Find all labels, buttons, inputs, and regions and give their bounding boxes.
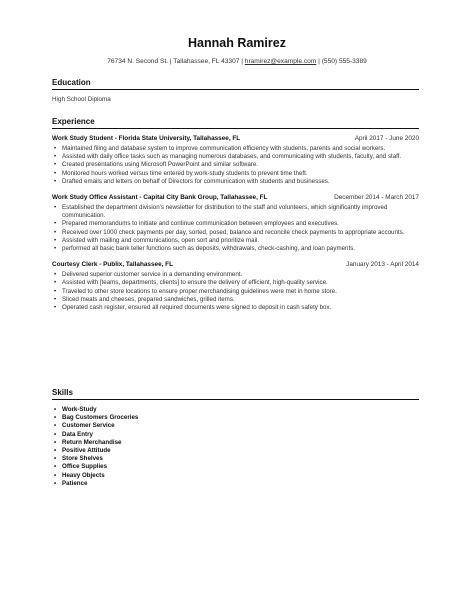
- job-bullet: • Maintained filing and database system to improve communication efficiency with students, parents and social workers.: [62, 145, 419, 153]
- skill-item: • Positive Attitude: [62, 447, 419, 455]
- skill-item: • Store Shelves: [62, 455, 419, 463]
- job-bullets: [52, 145, 419, 186]
- job-header: [52, 135, 419, 142]
- skill-item: • Return Merchandise: [62, 439, 419, 447]
- job-bullet: • Sliced meats and cheeses, prepared sandwiches, grilled items.: [62, 296, 419, 304]
- job-bullet: • Prepared memorandums to initiate and continue communication between employees and executives.: [62, 220, 419, 228]
- job-bullet: • Drafted emails and letters on behalf of Directors for communication with students and businesses.: [62, 178, 419, 186]
- job-header: [52, 261, 419, 268]
- contact-phone: | (550) 555-3389: [316, 58, 367, 65]
- education-section: [52, 78, 419, 103]
- skill-item: • Patience: [62, 480, 419, 488]
- job-bullets: [52, 204, 419, 253]
- skills-section: [52, 388, 419, 488]
- job-bullet: • Monitored hours worked versus time entered by work-study students to prevent time theft.: [62, 170, 419, 178]
- education-degree: High School Diploma: [52, 96, 111, 103]
- skill-item: • Office Supplies: [62, 463, 419, 471]
- job-header: [52, 194, 419, 201]
- job-bullet: • Received over 1000 check payments per day, sorted, posed, balance and reconcile check payments to appropriate accounts.: [62, 229, 419, 237]
- job-dates: December 2014 - March 2017: [334, 194, 419, 202]
- skill-item: • Data Entry: [62, 431, 419, 439]
- job-bullets: [52, 271, 419, 312]
- contact-address: 76734 N. Second St. | Tallahassee, FL 43307 |: [107, 58, 245, 65]
- skill-item: • Customer Service: [62, 422, 419, 430]
- section-title-experience: Experience: [52, 117, 419, 129]
- job-bullet: • Operated cash register, ensured all required documents were signed to deposit in cash safety box.: [62, 304, 419, 312]
- job-title: Work Study Student - Florida State University, Tallahassee, FL: [52, 135, 241, 142]
- candidate-name: Hannah Ramirez: [188, 36, 286, 50]
- job-bullet: • Established the department division's newsletter for distribution to the staff and volunteers, which significantly improved communication.: [62, 204, 419, 220]
- experience-section: [52, 117, 419, 320]
- job-bullet: • Assisted with [teams, departments, clients] to ensure the delivery of efficient, high-quality service.: [62, 279, 419, 287]
- section-title-skills: Skills: [52, 388, 419, 400]
- job-bullet: • Traveled to other store locations to ensure proper merchandising guidelines were met in home store.: [62, 288, 419, 296]
- job-title: Work Study Office Assistant - Capital City Bank Group, Tallahassee, FL: [52, 194, 268, 202]
- contact-line: [0, 58, 474, 65]
- job-dates: April 2017 - June 2020: [354, 135, 419, 142]
- skills-list: [52, 406, 419, 488]
- job-entry: [52, 194, 419, 253]
- skill-item: • Work-Study: [62, 406, 419, 414]
- job-bullet: • performed all basic bank teller functions such as deposits, withdrawals, check-cashing, and loan payments.: [62, 245, 419, 253]
- job-bullet: • Assisted with mailing and communications, open sort and prioritize mail.: [62, 237, 419, 245]
- section-title-education: Education: [52, 78, 419, 90]
- job-bullet: • Delivered superior customer service in a demanding environment.: [62, 271, 419, 279]
- job-bullet: • Created presentations using Microsoft PowerPoint and similar software.: [62, 161, 419, 169]
- job-title: Courtesy Clerk - Publix, Tallahassee, FL: [52, 261, 173, 269]
- skill-item: • Heavy Objects: [62, 472, 419, 480]
- email-link[interactable]: hramirez@example.com: [244, 58, 317, 65]
- job-dates: January 2013 - April 2014: [346, 261, 419, 269]
- job-bullet: • Assisted with daily office tasks such as managing numerous databases, and communicating with students, faculty, and staff.: [62, 153, 419, 161]
- jobs-list: [52, 135, 419, 312]
- job-entry: [52, 135, 419, 186]
- skill-item: • Bag Customers Groceries: [62, 414, 419, 422]
- job-entry: [52, 261, 419, 312]
